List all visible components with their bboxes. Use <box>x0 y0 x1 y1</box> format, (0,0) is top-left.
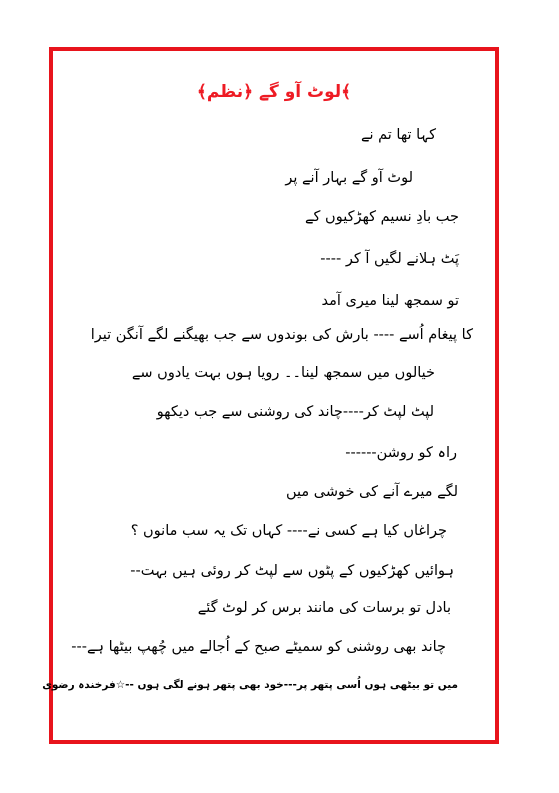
poem-lines <box>42 51 495 740</box>
poem-title: ﴾لوٹ آو گے ﴿نظم﴾ <box>196 82 352 102</box>
poem-line: ہوائیں کھڑکیوں کے پٹوں سے لپٹ کر روئی ہیں بہت-- <box>130 563 454 579</box>
poem-line: پَٹ ہلانے لگیں آ کر ---- <box>320 251 459 267</box>
poem-line: چراغاں کیا ہے کسی نے---- کہاں تک یہ سب مانوں ؟ <box>130 523 447 539</box>
poem-line: لپٹ لپٹ کر----چاند کی روشنی سے جب دیکھو <box>156 404 434 420</box>
poem-line: خیالوں میں سمجھ لینا۔۔ رویا ہوں بہت یادوں سے <box>131 365 435 381</box>
poem-line-with-signature: میں تو بیٹھی ہوں اُسی پتھر پر---خود بھی پتھر ہونے لگی ہوں --☆فرخندہ رضوی <box>42 679 458 691</box>
poem-line: بادل تو برسات کی مانند برس کر لوٹ گئے <box>197 600 451 616</box>
poem-line: تو سمجھ لینا میری آمد <box>321 293 459 309</box>
poem-frame <box>42 47 499 744</box>
poem-line: لوٹ آو گے بہار آنے پر <box>285 170 413 186</box>
poem-line: چاند بھی روشنی کو سمیٹے صبح کے اُجالے میں چُھپ بیٹھا ہے--- <box>71 639 446 655</box>
poem-line: لگے میرے آنے کی خوشی میں <box>285 484 458 500</box>
poem-line: کہا تھا تم نے <box>361 127 436 143</box>
poem-line: جب بادِ نسیم کھڑکیوں کے <box>305 209 459 225</box>
poem-line: کا پیغام اُسے ---- بارش کی بوندوں سے جب بھیگنے لگے آنگن تیرا <box>90 327 473 343</box>
poem-line: راہ کو روشن------ <box>345 445 457 461</box>
